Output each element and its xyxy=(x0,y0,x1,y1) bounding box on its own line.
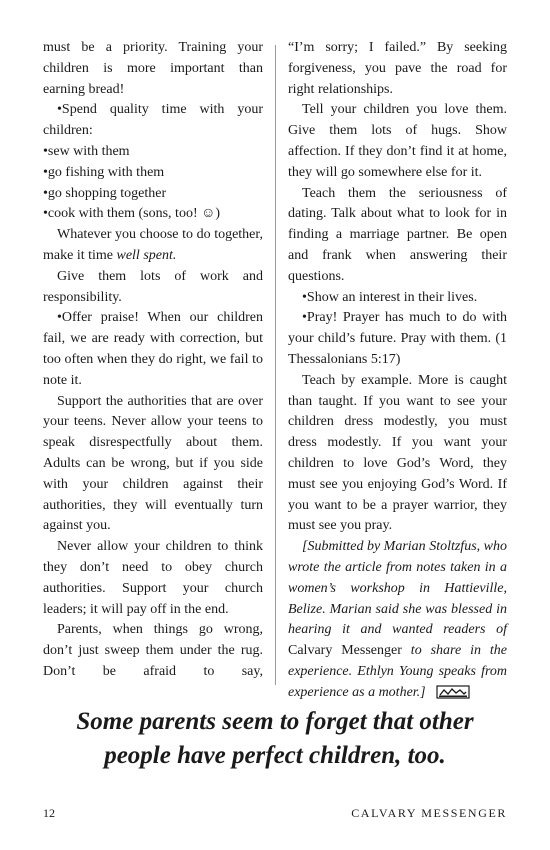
paragraph: Tell your children you love them. Give them lots of hugs. Show affection. If they don’t find it at home, they will go somewhere else for it. xyxy=(288,102,507,180)
paragraph: •Offer praise! When our children fail, we are ready with correction, but too often when they do right, we fail to note it. xyxy=(43,310,263,388)
list-item: •go shopping together xyxy=(43,185,167,201)
paragraph: •Spend quality time with your children: xyxy=(43,102,263,139)
article-column-left xyxy=(43,38,263,683)
list-item: •sew with them xyxy=(43,143,130,159)
pull-quote-line: Some parents seem to forget that other xyxy=(76,708,474,735)
end-of-article-mark-icon xyxy=(436,685,470,699)
emphasis-text: well spent. xyxy=(116,247,177,263)
paragraph-text: Whatever you choose to do together, make it time xyxy=(43,227,263,263)
paragraph: Teach them the seriousness of dating. Talk about what to look for in finding a marriage partner. Be open and frank when answering their questions. xyxy=(288,185,507,284)
magazine-name: Calvary Messenger xyxy=(288,643,402,659)
list-item: •Pray! Prayer has much to do with your child’s future. Pray with them. (1 Thessalonians 5:17) xyxy=(288,310,507,367)
paragraph: “I’m sorry; I failed.” By seeking forgiveness, you pave the road for right relationships. xyxy=(288,40,507,97)
running-footer-title: CALVARY MESSENGER xyxy=(351,806,507,820)
pull-quote-line: people have perfect children, too. xyxy=(104,742,446,769)
credit-text: to share in the experience. Ethlyn Young speaks from experience as a mother.] xyxy=(288,643,508,700)
list-item: •go fishing with them xyxy=(43,164,165,180)
paragraph: must be a priority. Training your children is more important than earning bread! xyxy=(43,40,263,97)
column-divider xyxy=(275,45,276,685)
paragraph: Give them lots of work and responsibility. xyxy=(43,268,263,305)
paragraph: Parents, when things go wrong, don’t just sweep them under the rug. Don’t be afraid to say, xyxy=(43,622,263,679)
paragraph: Teach by example. More is caught than taught. If you want to see your children dress modestly, you must dress modestly. If you want your children to love God’s Word, they must see you enjoying God’s Word. If you want to be a prayer warrior, they must see you pray. xyxy=(288,372,507,534)
credit-text: [Submitted by Marian Stoltzfus, who wrote the article from notes taken in a women’s workshop in Hattieville, Belize. Marian said she was blessed in hearing it and wanted readers of xyxy=(288,539,507,638)
paragraph: Support the authorities that are over your teens. Never allow your teens to speak disrespectfully about them. Adults can be wrong, but if you side with your children against their authorities, they will eventually turn against you. xyxy=(43,393,263,534)
pull-quote xyxy=(0,705,550,773)
article-column-right xyxy=(288,38,507,704)
paragraph xyxy=(43,225,263,267)
list-item: •Show an interest in their lives. xyxy=(302,289,478,305)
page-number: 12 xyxy=(43,806,55,820)
article-credit xyxy=(288,537,507,703)
list-item: •cook with them (sons, too! ☺) xyxy=(43,206,221,222)
paragraph: Never allow your children to think they don’t need to obey church authorities. Support your church leaders; it will pay off in the end. xyxy=(43,539,263,617)
